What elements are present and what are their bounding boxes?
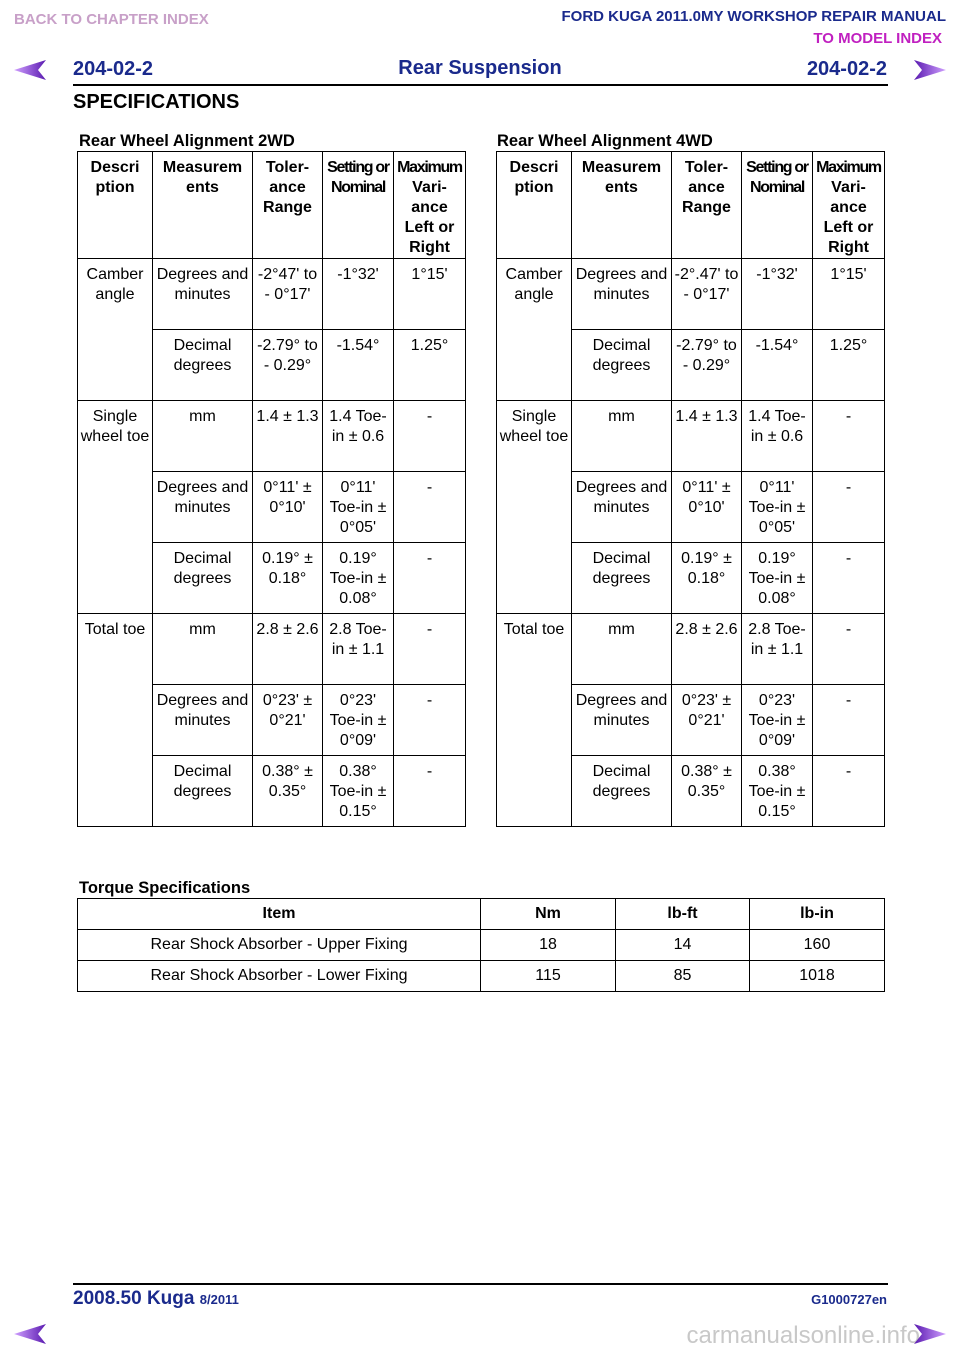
cell-set: -1°32'	[323, 259, 394, 330]
table-cell: 14	[616, 930, 750, 961]
cell-max: -	[394, 472, 466, 543]
col-measurements: Measurem ents	[153, 152, 253, 259]
document-id: G1000727en	[811, 1292, 887, 1307]
max-word: Maximum	[397, 159, 462, 176]
cell-max: -	[813, 401, 885, 472]
cell-meas: mm	[572, 614, 672, 685]
cell-meas: mm	[153, 401, 253, 472]
table-header-row	[78, 899, 885, 930]
cell-tol: 1.4 ± 1.3	[672, 401, 742, 472]
specifications-heading: SPECIFICATIONS	[73, 91, 240, 113]
alignment-4wd-caption: Rear Wheel Alignment 4WD	[497, 132, 713, 150]
cell-set: 0.19° Toe-in ± 0.08°	[742, 543, 813, 614]
cell-tol: 1.4 ± 1.3	[253, 401, 323, 472]
table-row	[78, 930, 885, 961]
cell-set: 0°23' Toe-in ± 0°09'	[742, 685, 813, 756]
edition-text: 2008.50 Kuga	[73, 1288, 195, 1309]
table-cell: 160	[750, 930, 885, 961]
cell-max: -	[394, 543, 466, 614]
max-rest: Vari- ance Left or Right	[823, 179, 874, 256]
table-row	[78, 961, 885, 992]
torque-caption: Torque Specifications	[79, 879, 251, 897]
cell-tol: 0.38° ± 0.35°	[253, 756, 323, 827]
section-number-left: 204-02-2	[73, 58, 154, 80]
cell-tol: 0.19° ± 0.18°	[253, 543, 323, 614]
max-rest: Vari- ance Left or Right	[404, 179, 455, 256]
table-row	[78, 259, 466, 330]
cell-tol: -2.79° to - 0.29°	[253, 330, 323, 401]
cell-meas: Decimal degrees	[572, 756, 672, 827]
max-word: Maximum	[816, 159, 881, 176]
col-tolerance: Toler- ance Range	[672, 152, 742, 259]
col-nm: Nm	[481, 899, 616, 930]
cell-meas: Decimal degrees	[572, 330, 672, 401]
cell-meas: Degrees and minutes	[572, 259, 672, 330]
footer-rule	[73, 1283, 888, 1285]
table-row	[78, 401, 466, 472]
page-title: Rear Suspension	[398, 57, 562, 79]
col-max-variance	[813, 152, 885, 259]
prev-page-arrow-icon[interactable]	[12, 1322, 48, 1346]
table-row	[497, 401, 885, 472]
cell-meas: Degrees and minutes	[153, 685, 253, 756]
col-setting: Setting or Nominal	[742, 152, 813, 259]
cell-desc: Total toe	[78, 614, 153, 827]
cell-set: 1.4 Toe-in ± 0.6	[323, 401, 394, 472]
table-row	[78, 614, 466, 685]
footer-edition	[73, 1288, 239, 1310]
table-cell: Rear Shock Absorber - Lower Fixing	[78, 961, 481, 992]
cell-set: 0.38° Toe-in ± 0.15°	[742, 756, 813, 827]
col-lb-in: lb-in	[750, 899, 885, 930]
cell-desc: Camber angle	[78, 259, 153, 401]
col-measurements: Measurem ents	[572, 152, 672, 259]
edition-date: 8/2011	[199, 1292, 239, 1307]
cell-max: -	[813, 614, 885, 685]
cell-max: -	[394, 756, 466, 827]
table-cell: 18	[481, 930, 616, 961]
table-cell: 1018	[750, 961, 885, 992]
cell-max: -	[394, 614, 466, 685]
table-cell: 115	[481, 961, 616, 992]
cell-max: 1.25°	[394, 330, 466, 401]
col-item: Item	[78, 899, 481, 930]
table-cell: Rear Shock Absorber - Upper Fixing	[78, 930, 481, 961]
watermark: carmanualsonline.info	[686, 1322, 920, 1349]
cell-set: 1.4 Toe-in ± 0.6	[742, 401, 813, 472]
cell-meas: Decimal degrees	[153, 543, 253, 614]
cell-meas: Degrees and minutes	[153, 472, 253, 543]
cell-meas: Decimal degrees	[153, 756, 253, 827]
cell-desc: Single wheel toe	[497, 401, 572, 614]
cell-tol: 0°11' ± 0°10'	[672, 472, 742, 543]
table-row	[497, 259, 885, 330]
cell-set: 0°11' Toe-in ± 0°05'	[742, 472, 813, 543]
col-description: Descri ption	[78, 152, 153, 259]
cell-set: 0°11' Toe-in ± 0°05'	[323, 472, 394, 543]
table-header-row	[78, 152, 466, 259]
cell-tol: 0°11' ± 0°10'	[253, 472, 323, 543]
col-setting: Setting or Nominal	[323, 152, 394, 259]
cell-meas: Degrees and minutes	[153, 259, 253, 330]
cell-max: -	[813, 472, 885, 543]
back-to-chapter-index-link[interactable]: BACK TO CHAPTER INDEX	[14, 11, 209, 28]
cell-desc: Single wheel toe	[78, 401, 153, 614]
cell-desc: Total toe	[497, 614, 572, 827]
header-rule	[73, 84, 888, 86]
cell-max: 1°15'	[813, 259, 885, 330]
cell-tol: 0.19° ± 0.18°	[672, 543, 742, 614]
cell-tol: -2°47' to - 0°17'	[253, 259, 323, 330]
cell-desc: Camber angle	[497, 259, 572, 401]
table-row	[497, 614, 885, 685]
col-max-variance	[394, 152, 466, 259]
col-tolerance: Toler- ance Range	[253, 152, 323, 259]
cell-tol: 0°23' ± 0°21'	[672, 685, 742, 756]
cell-tol: 2.8 ± 2.6	[672, 614, 742, 685]
cell-set: 0.19° Toe-in ± 0.08°	[323, 543, 394, 614]
cell-meas: Degrees and minutes	[572, 685, 672, 756]
alignment-4wd-table	[496, 151, 885, 827]
cell-set: -1.54°	[742, 330, 813, 401]
cell-tol: -2.79° to - 0.29°	[672, 330, 742, 401]
cell-tol: -2°.47' to - 0°17'	[672, 259, 742, 330]
cell-set: 0°23' Toe-in ± 0°09'	[323, 685, 394, 756]
next-page-arrow-icon[interactable]	[912, 1322, 948, 1346]
to-model-index-link[interactable]: TO MODEL INDEX	[813, 30, 942, 47]
cell-max: 1.25°	[813, 330, 885, 401]
table-cell: 85	[616, 961, 750, 992]
cell-meas: Decimal degrees	[153, 330, 253, 401]
section-number-right: 204-02-2	[806, 58, 887, 80]
cell-max: -	[813, 543, 885, 614]
cell-tol: 0.38° ± 0.35°	[672, 756, 742, 827]
cell-tol: 0°23' ± 0°21'	[253, 685, 323, 756]
alignment-2wd-table	[77, 151, 466, 827]
torque-table	[77, 898, 885, 992]
cell-set: -1°32'	[742, 259, 813, 330]
col-lb-ft: lb-ft	[616, 899, 750, 930]
cell-max: -	[813, 685, 885, 756]
cell-meas: Decimal degrees	[572, 543, 672, 614]
cell-max: 1°15'	[394, 259, 466, 330]
alignment-2wd-caption: Rear Wheel Alignment 2WD	[79, 132, 295, 150]
cell-max: -	[394, 685, 466, 756]
cell-set: 0.38° Toe-in ± 0.15°	[323, 756, 394, 827]
cell-meas: mm	[153, 614, 253, 685]
cell-meas: Degrees and minutes	[572, 472, 672, 543]
cell-max: -	[813, 756, 885, 827]
cell-max: -	[394, 401, 466, 472]
cell-set: 2.8 Toe-in ± 1.1	[323, 614, 394, 685]
cell-set: -1.54°	[323, 330, 394, 401]
cell-meas: mm	[572, 401, 672, 472]
col-description: Descri ption	[497, 152, 572, 259]
table-header-row	[497, 152, 885, 259]
cell-tol: 2.8 ± 2.6	[253, 614, 323, 685]
cell-set: 2.8 Toe-in ± 1.1	[742, 614, 813, 685]
manual-title: FORD KUGA 2011.0MY WORKSHOP REPAIR MANUAL	[561, 8, 946, 25]
